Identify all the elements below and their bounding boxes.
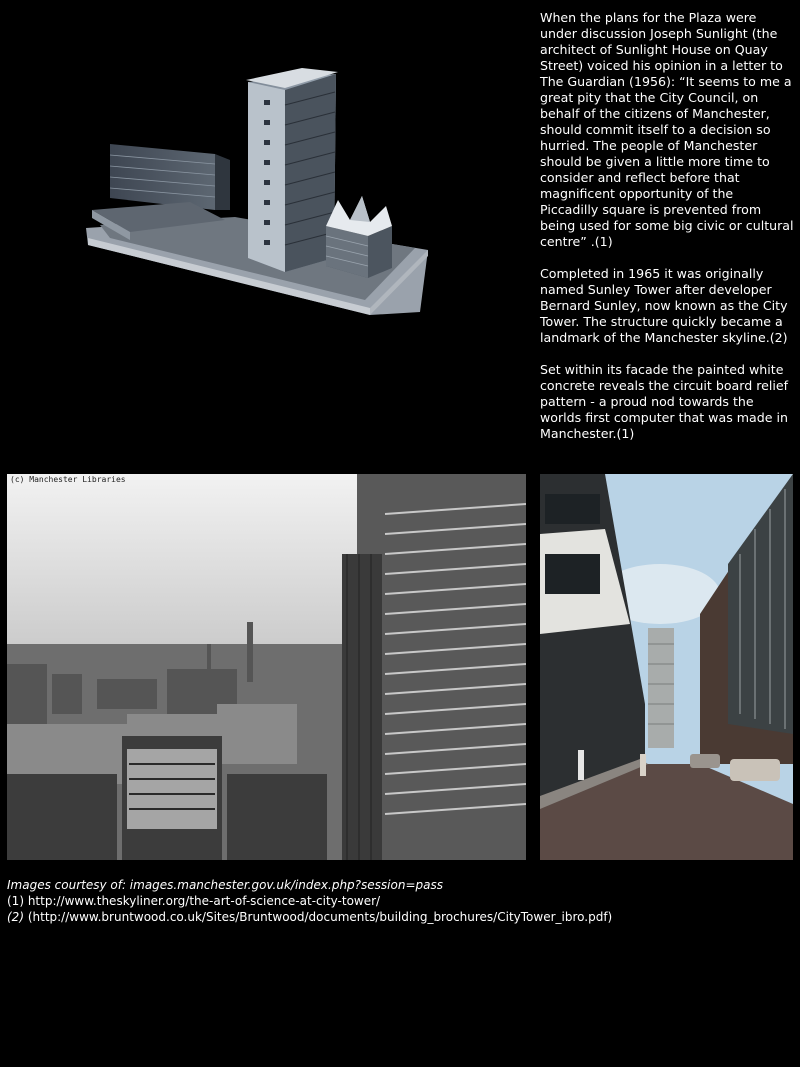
model-render-graphic [70, 60, 450, 330]
reference-2-link[interactable]: (http://www.bruntwood.co.uk/Sites/Bruntwood/documents/building_brochures/CityTower_ibro.pdf) [27, 910, 613, 924]
street-view-graphic [540, 474, 793, 860]
model-render [70, 60, 450, 330]
reference-2 [7, 909, 797, 925]
reference-1-link[interactable]: http://www.theskyliner.org/the-art-of-science-at-city-tower/ [27, 894, 381, 908]
paragraph-sunley-tower: Completed in 1965 it was originally named Sunley Tower after developer Bernard Sunley, now known as the City Tower. The structure quickly became a landmark of the Manchester skyline.(2) [540, 266, 788, 345]
paragraph-facade: Set within its facade the painted white concrete reveals the circuit board relief pattern - a proud nod towards the worlds first computer that was made in Manchester.(1) [540, 362, 789, 441]
historic-skyline-graphic [7, 474, 526, 860]
photo-watermark: (c) Manchester Libraries [10, 475, 126, 484]
credits-courtesy: Images courtesy of: images.manchester.gov.uk/index.php?session=pass [7, 878, 443, 892]
paragraph-sunlight-quote: When the plans for the Plaza were under discussion Joseph Sunlight (the architect of Sunlight House on Quay Street) voiced his opinion in a letter to The Guardian (1956): “It seems to me a great pity that the City Council, on behalf of the citizens of Manchester, should commit itself to a decision so hurried. The people of Manchester should be given a little more time to consider and reflect before that magnificent opportunity of the Piccadilly square is prevented from being used for some big civic or cultural centre” .(1) [540, 10, 794, 249]
image-credits [7, 877, 797, 925]
description-text [540, 10, 795, 458]
reference-1 [7, 893, 797, 909]
reference-1-number: (1) [7, 894, 24, 908]
street-view-photo [540, 474, 793, 860]
historic-skyline-photo [7, 474, 526, 860]
reference-2-number: (2) [7, 910, 24, 924]
